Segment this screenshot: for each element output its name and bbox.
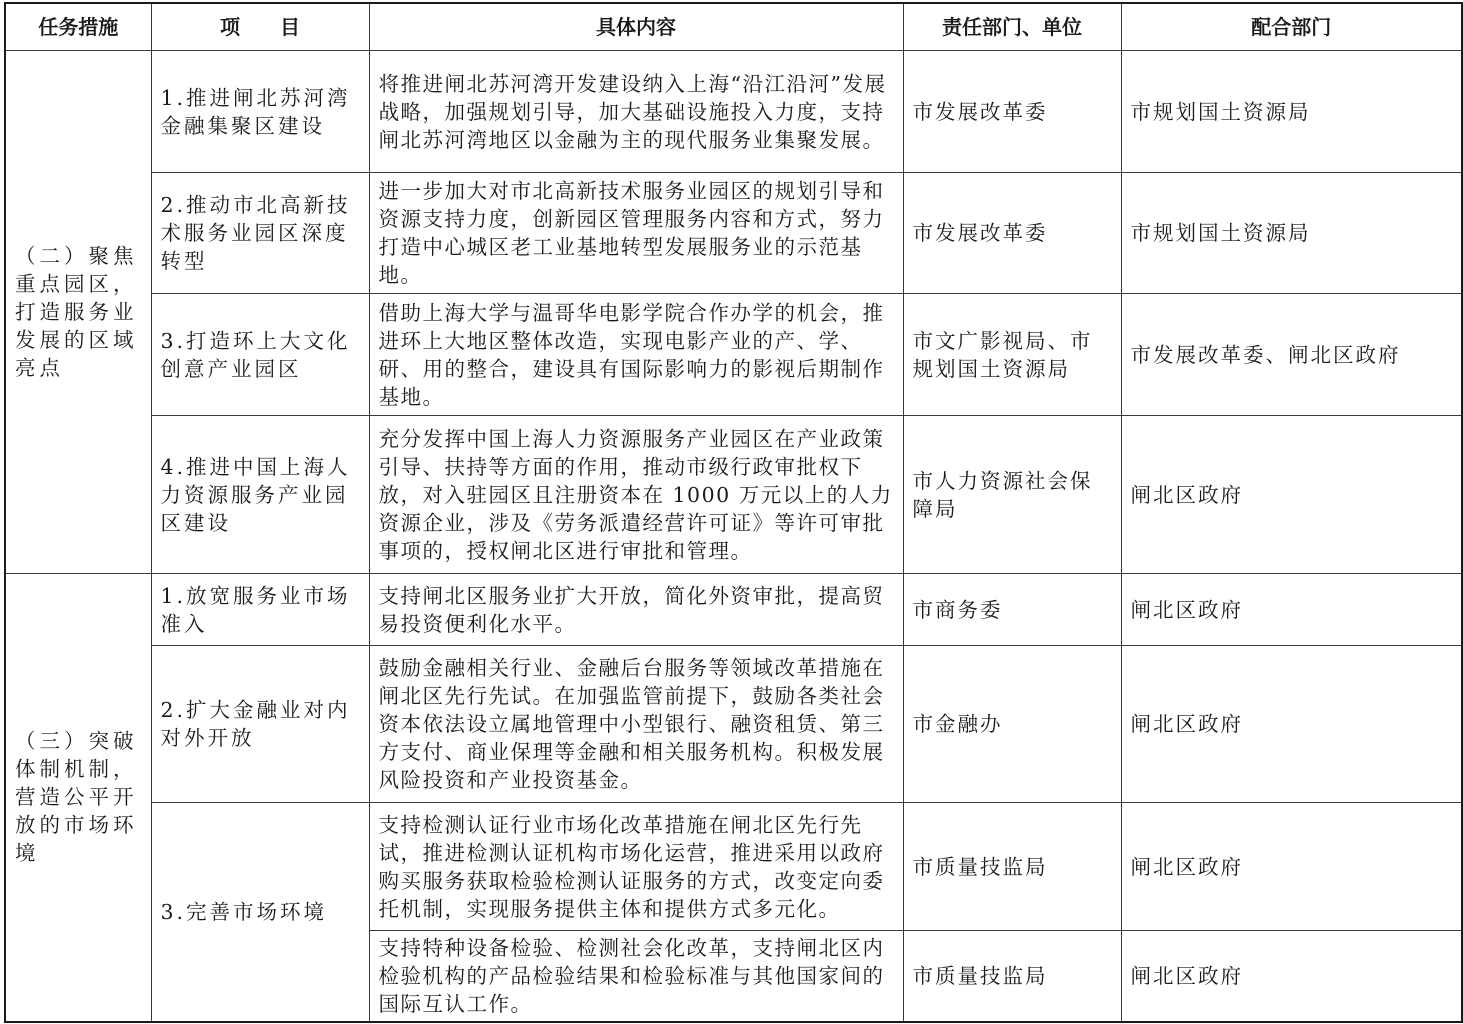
item-cell: 3.完善市场环境 bbox=[151, 803, 369, 1022]
content-cell: 借助上海大学与温哥华电影学院合作办学的机会，推进环上大地区整体改造，实现电影产业的产、学、研、用的整合，建设具有国际影响力的影视后期制作基地。 bbox=[369, 294, 903, 416]
header-content: 具体内容 bbox=[369, 3, 903, 51]
item-cell: 3.打造环上大文化创意产业园区 bbox=[151, 294, 369, 416]
task-cell: （二）聚焦重点园区，打造服务业发展的区域亮点 bbox=[5, 51, 151, 574]
content-cell: 支持检测认证行业市场化改革措施在闸北区先行先试，推进检测认证机构市场化运营，推进采用以政府购买服务获取检验检测认证服务的方式，改变定向委托机制，实现服务提供主体和提供方式多元化。 bbox=[369, 803, 903, 931]
responsible-cell: 市质量技监局 bbox=[903, 931, 1121, 1022]
cooperating-cell: 市发展改革委、闸北区政府 bbox=[1121, 294, 1462, 416]
cooperating-cell: 闸北区政府 bbox=[1121, 931, 1462, 1022]
table-row bbox=[5, 803, 1462, 931]
item-cell: 2.扩大金融业对内对外开放 bbox=[151, 646, 369, 803]
content-cell: 支持特种设备检验、检测社会化改革，支持闸北区内检验机构的产品检验结果和检验标准与其他国家间的国际互认工作。 bbox=[369, 931, 903, 1022]
responsible-cell: 市发展改革委 bbox=[903, 173, 1121, 294]
cooperating-cell: 闸北区政府 bbox=[1121, 803, 1462, 931]
table-row bbox=[5, 574, 1462, 646]
table-row bbox=[5, 51, 1462, 173]
content-cell: 进一步加大对市北高新技术服务业园区的规划引导和资源支持力度，创新园区管理服务内容和方式，努力打造中心城区老工业基地转型发展服务业的示范基地。 bbox=[369, 173, 903, 294]
item-cell: 1.推进闸北苏河湾金融集聚区建设 bbox=[151, 51, 369, 173]
item-cell: 2.推动市北高新技术服务业园区深度转型 bbox=[151, 173, 369, 294]
item-cell: 1.放宽服务业市场准入 bbox=[151, 574, 369, 646]
table-row bbox=[5, 294, 1462, 416]
header-item: 项 目 bbox=[151, 3, 369, 51]
responsible-cell: 市商务委 bbox=[903, 574, 1121, 646]
task-measures-table bbox=[4, 2, 1463, 1023]
table-row bbox=[5, 646, 1462, 803]
cooperating-cell: 闸北区政府 bbox=[1121, 574, 1462, 646]
cooperating-cell: 闸北区政府 bbox=[1121, 416, 1462, 574]
content-cell: 支持闸北区服务业扩大开放，简化外资审批，提高贸易投资便利化水平。 bbox=[369, 574, 903, 646]
item-cell: 4.推进中国上海人力资源服务产业园区建设 bbox=[151, 416, 369, 574]
header-task: 任务措施 bbox=[5, 3, 151, 51]
responsible-cell: 市文广影视局、市规划国土资源局 bbox=[903, 294, 1121, 416]
responsible-cell: 市金融办 bbox=[903, 646, 1121, 803]
content-cell: 充分发挥中国上海人力资源服务产业园区在产业政策引导、扶持等方面的作用，推动市级行政审批权下放，对入驻园区且注册资本在 1000 万元以上的人力资源企业，涉及《劳务派遣经营许可证》等许可审批事项的，授权闸北区进行审批和管理。 bbox=[369, 416, 903, 574]
task-cell: （三）突破体制机制，营造公平开放的市场环境 bbox=[5, 574, 151, 1022]
table-row bbox=[5, 416, 1462, 574]
content-cell: 鼓励金融相关行业、金融后台服务等领域改革措施在闸北区先行先试。在加强监管前提下，鼓励各类社会资本依法设立属地管理中小型银行、融资租赁、第三方支付、商业保理等金融和相关服务机构。积极发展风险投资和产业投资基金。 bbox=[369, 646, 903, 803]
responsible-cell: 市发展改革委 bbox=[903, 51, 1121, 173]
header-row bbox=[5, 3, 1462, 51]
content-cell: 将推进闸北苏河湾开发建设纳入上海“沿江沿河”发展战略，加强规划引导，加大基础设施投入力度，支持闸北苏河湾地区以金融为主的现代服务业集聚发展。 bbox=[369, 51, 903, 173]
header-cooperating: 配合部门 bbox=[1121, 3, 1462, 51]
cooperating-cell: 闸北区政府 bbox=[1121, 646, 1462, 803]
responsible-cell: 市质量技监局 bbox=[903, 803, 1121, 931]
responsible-cell: 市人力资源社会保障局 bbox=[903, 416, 1121, 574]
header-responsible: 责任部门、单位 bbox=[903, 3, 1121, 51]
cooperating-cell: 市规划国土资源局 bbox=[1121, 173, 1462, 294]
table-row bbox=[5, 173, 1462, 294]
cooperating-cell: 市规划国土资源局 bbox=[1121, 51, 1462, 173]
